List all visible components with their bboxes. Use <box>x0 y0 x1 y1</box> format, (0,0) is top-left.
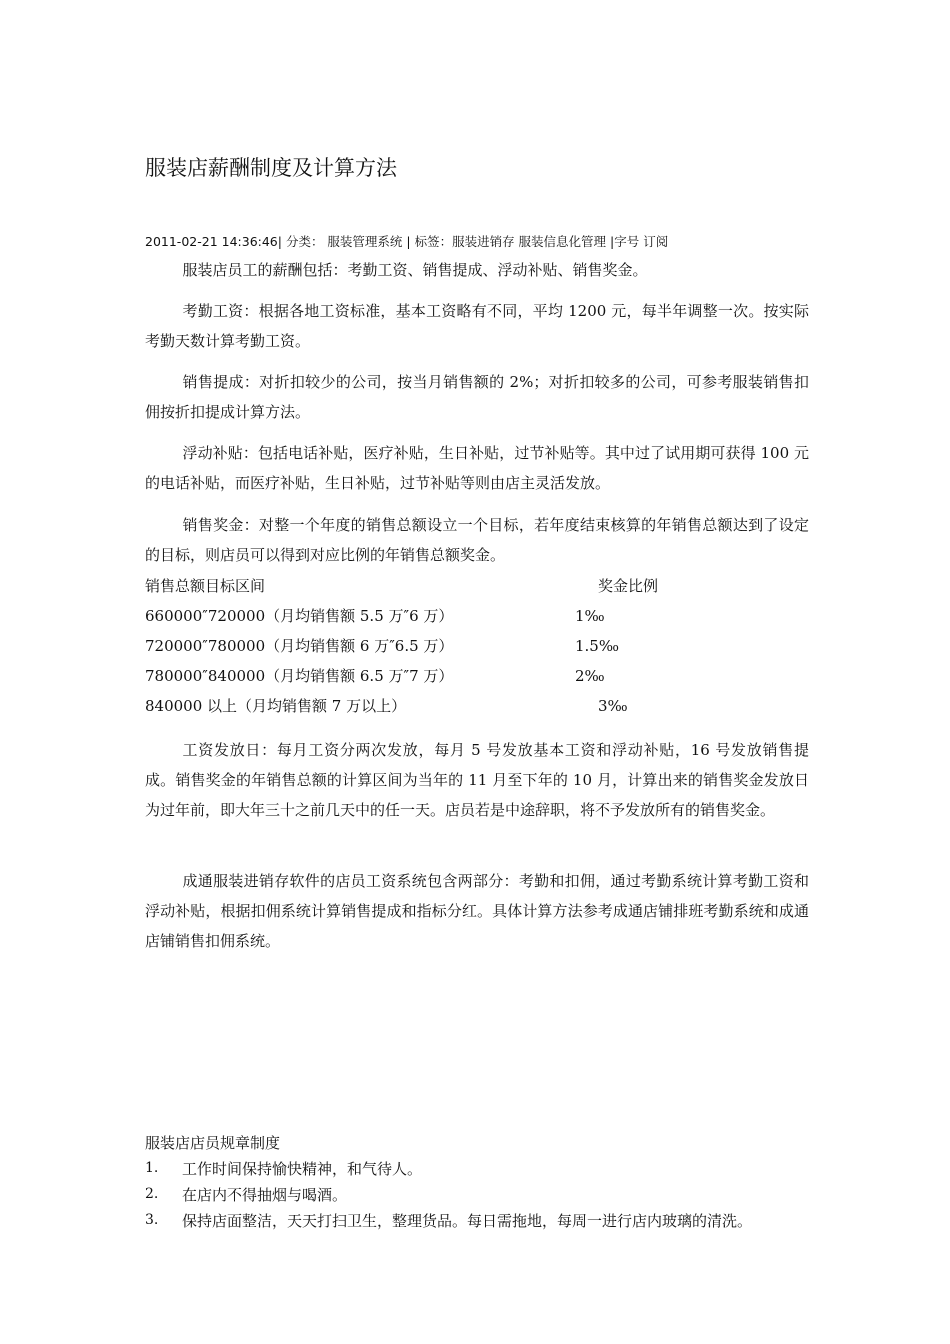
bonus-table-header-range: 销售总额目标区间 <box>145 577 266 595</box>
software-paragraph: 成通服装进销存软件的店员工资系统包含两部分：考勤和扣佣，通过考勤系统计算考勤工资和浮动补贴，根据扣佣系统计算销售提成和指标分红。具体计算方法参考成通店铺排班考勤系统和成通店铺销售扣佣系统。 <box>145 872 809 950</box>
bonus-table-header-ratio: 奖金比例 <box>598 577 659 595</box>
list-item-number: 1. <box>145 1160 159 1176</box>
post-meta: 2011-02-21 14:36:46| 分类： 服装管理系统 | 标签：服装进销存 服装信息化管理 |字号 订阅 <box>145 234 669 249</box>
list-item-number: 3. <box>145 1212 159 1228</box>
rules-title: 服装店店员规章制度 <box>145 1134 281 1152</box>
bonus-row-ratio: 1‰ <box>575 607 605 625</box>
sales-bonus-paragraph: 销售奖金：对整一个年度的销售总额设立一个目标，若年度结束核算的年销售总额达到了设定的目标，则店员可以得到对应比例的年销售总额奖金。 <box>145 516 809 564</box>
list-item: 在店内不得抽烟与喝酒。 <box>182 1186 348 1204</box>
bonus-row-ratio: 1.5‰ <box>575 637 619 655</box>
floating-allowance-paragraph: 浮动补贴：包括电话补贴，医疗补贴，生日补贴，过节补贴等。其中过了试用期可获得 100 元的电话补贴，而医疗补贴，生日补贴，过节补贴等则由店主灵活发放。 <box>145 444 809 492</box>
payday-paragraph: 工资发放日：每月工资分两次发放，每月 5 号发放基本工资和浮动补贴，16 号发放销售提成。销售奖金的年销售总额的计算区间为当年的 11 月至下年的 10 月，计算出来的销售奖金发放日为过年前，即大年三十之前几天中的任一天。店员若是中途辞职，将不予发放所有的销售奖金。 <box>145 741 809 819</box>
bonus-row-ratio: 2‰ <box>575 667 605 685</box>
attendance-wage-paragraph: 考勤工资：根据各地工资标准，基本工资略有不同，平均 1200 元，每半年调整一次。按实际考勤天数计算考勤工资。 <box>145 302 809 350</box>
list-item: 保持店面整洁，天天打扫卫生，整理货品。每日需拖地，每周一进行店内玻璃的清洗。 <box>182 1212 753 1230</box>
intro-paragraph: 服装店员工的薪酬包括：考勤工资、销售提成、浮动补贴、销售奖金。 <box>182 261 648 279</box>
bonus-row-range: 660000″720000（月均销售额 5.5 万″6 万） <box>145 607 454 625</box>
list-item: 工作时间保持愉快精神，和气待人。 <box>182 1160 423 1178</box>
bonus-row-range: 720000″780000（月均销售额 6 万″6.5 万） <box>145 637 454 655</box>
bonus-row-ratio: 3‰ <box>598 697 628 715</box>
bonus-row-range: 840000 以上（月均销售额 7 万以上） <box>145 697 407 715</box>
list-item-number: 2. <box>145 1186 159 1202</box>
document-title: 服装店薪酬制度及计算方法 <box>145 156 397 180</box>
bonus-row-range: 780000″840000（月均销售额 6.5 万″7 万） <box>145 667 454 685</box>
sales-commission-paragraph: 销售提成：对折扣较少的公司，按当月销售额的 2%；对折扣较多的公司，可参考服装销售扣佣按折扣提成计算方法。 <box>145 373 809 421</box>
